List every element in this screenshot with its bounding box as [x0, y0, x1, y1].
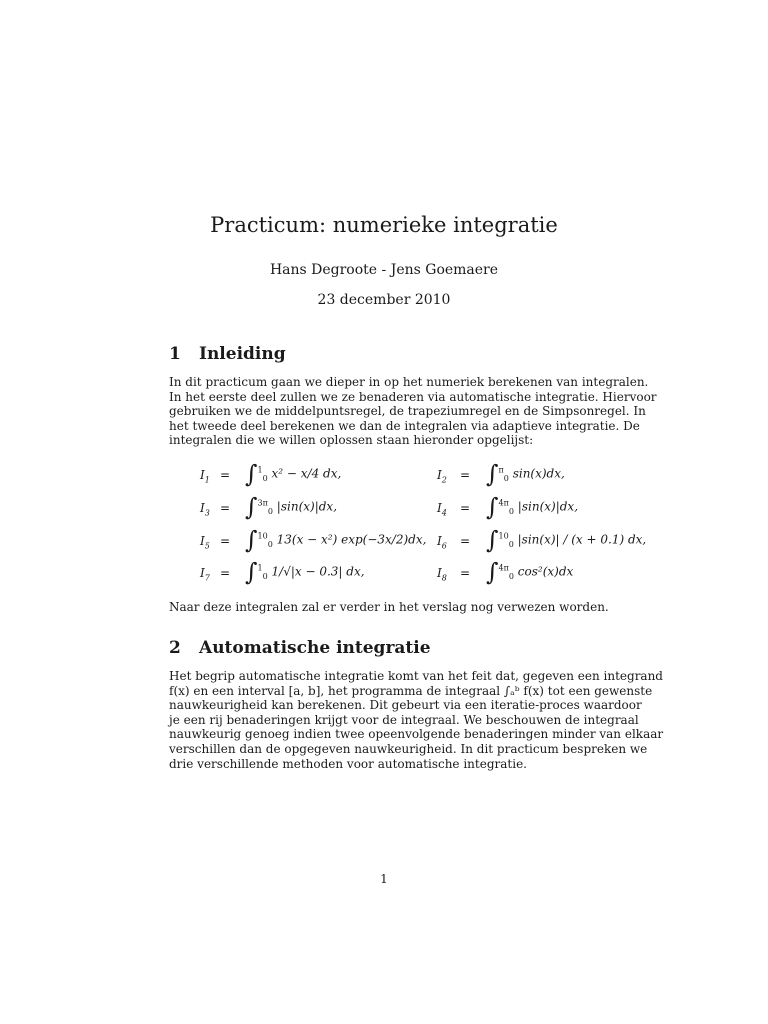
- equals-sign: =: [460, 566, 471, 580]
- paragraph-line: Naar deze integralen zal er verder in het verslag nog verwezen worden.: [169, 600, 609, 614]
- paragraph-line: drie verschillende methoden voor automatische integratie.: [169, 756, 527, 771]
- integral-expression: ∫$^1_0$ 1/√|x − 0.3| dx,: [245, 558, 365, 586]
- equation-label: $I_4$: [437, 501, 447, 518]
- section-number: 2: [169, 638, 181, 658]
- integral-icon: ∫: [486, 460, 499, 488]
- section-heading-2: [169, 638, 431, 658]
- equation-label: $I_1$: [200, 468, 210, 485]
- paragraph-line: verschillen dan de opgegeven nauwkeurigheid. In dit practicum bespreken we: [169, 741, 648, 756]
- equals-sign: =: [460, 501, 471, 515]
- integral-icon: ∫: [245, 460, 258, 488]
- equation-row: [0, 495, 768, 525]
- section-1-intro: [169, 375, 657, 448]
- equation-label: $I_3$: [200, 501, 210, 518]
- section-2-body: [169, 669, 664, 771]
- section-title: Inleiding: [199, 344, 286, 364]
- integral-icon: ∫: [486, 493, 499, 521]
- integral-expression: ∫$^{10}_0$ 13(x − x²) exp(−3x/2)dx,: [245, 526, 427, 554]
- equation-row: [0, 528, 768, 558]
- integral-icon: ∫: [486, 558, 499, 586]
- equation-label: $I_2$: [437, 468, 447, 485]
- paragraph-line: het tweede deel berekenen we dan de integralen via adaptieve integratie. De: [169, 418, 640, 433]
- integral-expression: ∫$^{3\pi}_0$ |sin(x)|dx,: [245, 493, 338, 521]
- integral-expression: ∫$^\pi_0$ sin(x)dx,: [486, 460, 565, 488]
- paper-date: 23 december 2010: [317, 292, 451, 308]
- section-1-outro: [169, 600, 609, 615]
- integral-expression: ∫$^{10}_0$ |sin(x)| / (x + 0.1) dx,: [486, 526, 647, 554]
- integral-icon: ∫: [245, 526, 258, 554]
- integral-icon: ∫: [245, 493, 258, 521]
- equals-sign: =: [460, 468, 471, 482]
- equation-row: [0, 560, 768, 590]
- integral-icon: ∫: [486, 526, 499, 554]
- paragraph-line: nauwkeurigheid kan berekenen. Dit gebeurt via een iteratie-proces waardoor: [169, 698, 642, 713]
- paper-title: Practicum: numerieke integratie: [210, 213, 558, 237]
- section-number: 1: [169, 344, 181, 364]
- section-title: Automatische integratie: [199, 638, 431, 658]
- paragraph-line: Het begrip automatische integratie komt van het feit dat, gegeven een integrand: [169, 669, 663, 683]
- equation-row: [0, 462, 768, 492]
- integral-icon: ∫: [245, 558, 258, 586]
- equation-label: $I_6$: [437, 534, 447, 551]
- integral-expression: ∫$^{4\pi}_0$ |sin(x)|dx,: [486, 493, 579, 521]
- equals-sign: =: [220, 534, 231, 548]
- equation-label: $I_7$: [200, 566, 210, 583]
- integral-expression: ∫$^1_0$ x² − x/4 dx,: [245, 460, 342, 488]
- integral-expression: ∫$^{4\pi}_0$ cos²(x)dx: [486, 558, 574, 586]
- equation-label: $I_5$: [200, 534, 210, 551]
- paragraph-line: In het eerste deel zullen we ze benaderen via automatische integratie. Hiervoor: [169, 389, 657, 404]
- paragraph-line: nauwkeurig genoeg indien twee opeenvolgende benaderingen minder van elkaar: [169, 727, 664, 742]
- paragraph-line: je een rij benaderingen krijgt voor de integraal. We beschouwen de integraal: [169, 712, 639, 727]
- equation-label: $I_8$: [437, 566, 447, 583]
- paragraph-line: In dit practicum gaan we dieper in op het numeriek berekenen van integralen.: [169, 375, 649, 389]
- paragraph-line: f(x) en een interval [a, b], het programma de integraal ∫ₐᵇ f(x) tot een gewenste: [169, 683, 653, 698]
- equals-sign: =: [220, 468, 231, 482]
- paragraph-line: integralen die we willen oplossen staan hieronder opgelijst:: [169, 433, 534, 448]
- equals-sign: =: [220, 566, 231, 580]
- section-heading-1: [169, 344, 286, 364]
- equals-sign: =: [220, 501, 231, 515]
- equals-sign: =: [460, 534, 471, 548]
- paragraph-line: gebruiken we de middelpuntsregel, de trapeziumregel en de Simpsonregel. In: [169, 404, 646, 419]
- paper-authors: Hans Degroote - Jens Goemaere: [269, 262, 499, 278]
- page-number: 1: [380, 872, 388, 886]
